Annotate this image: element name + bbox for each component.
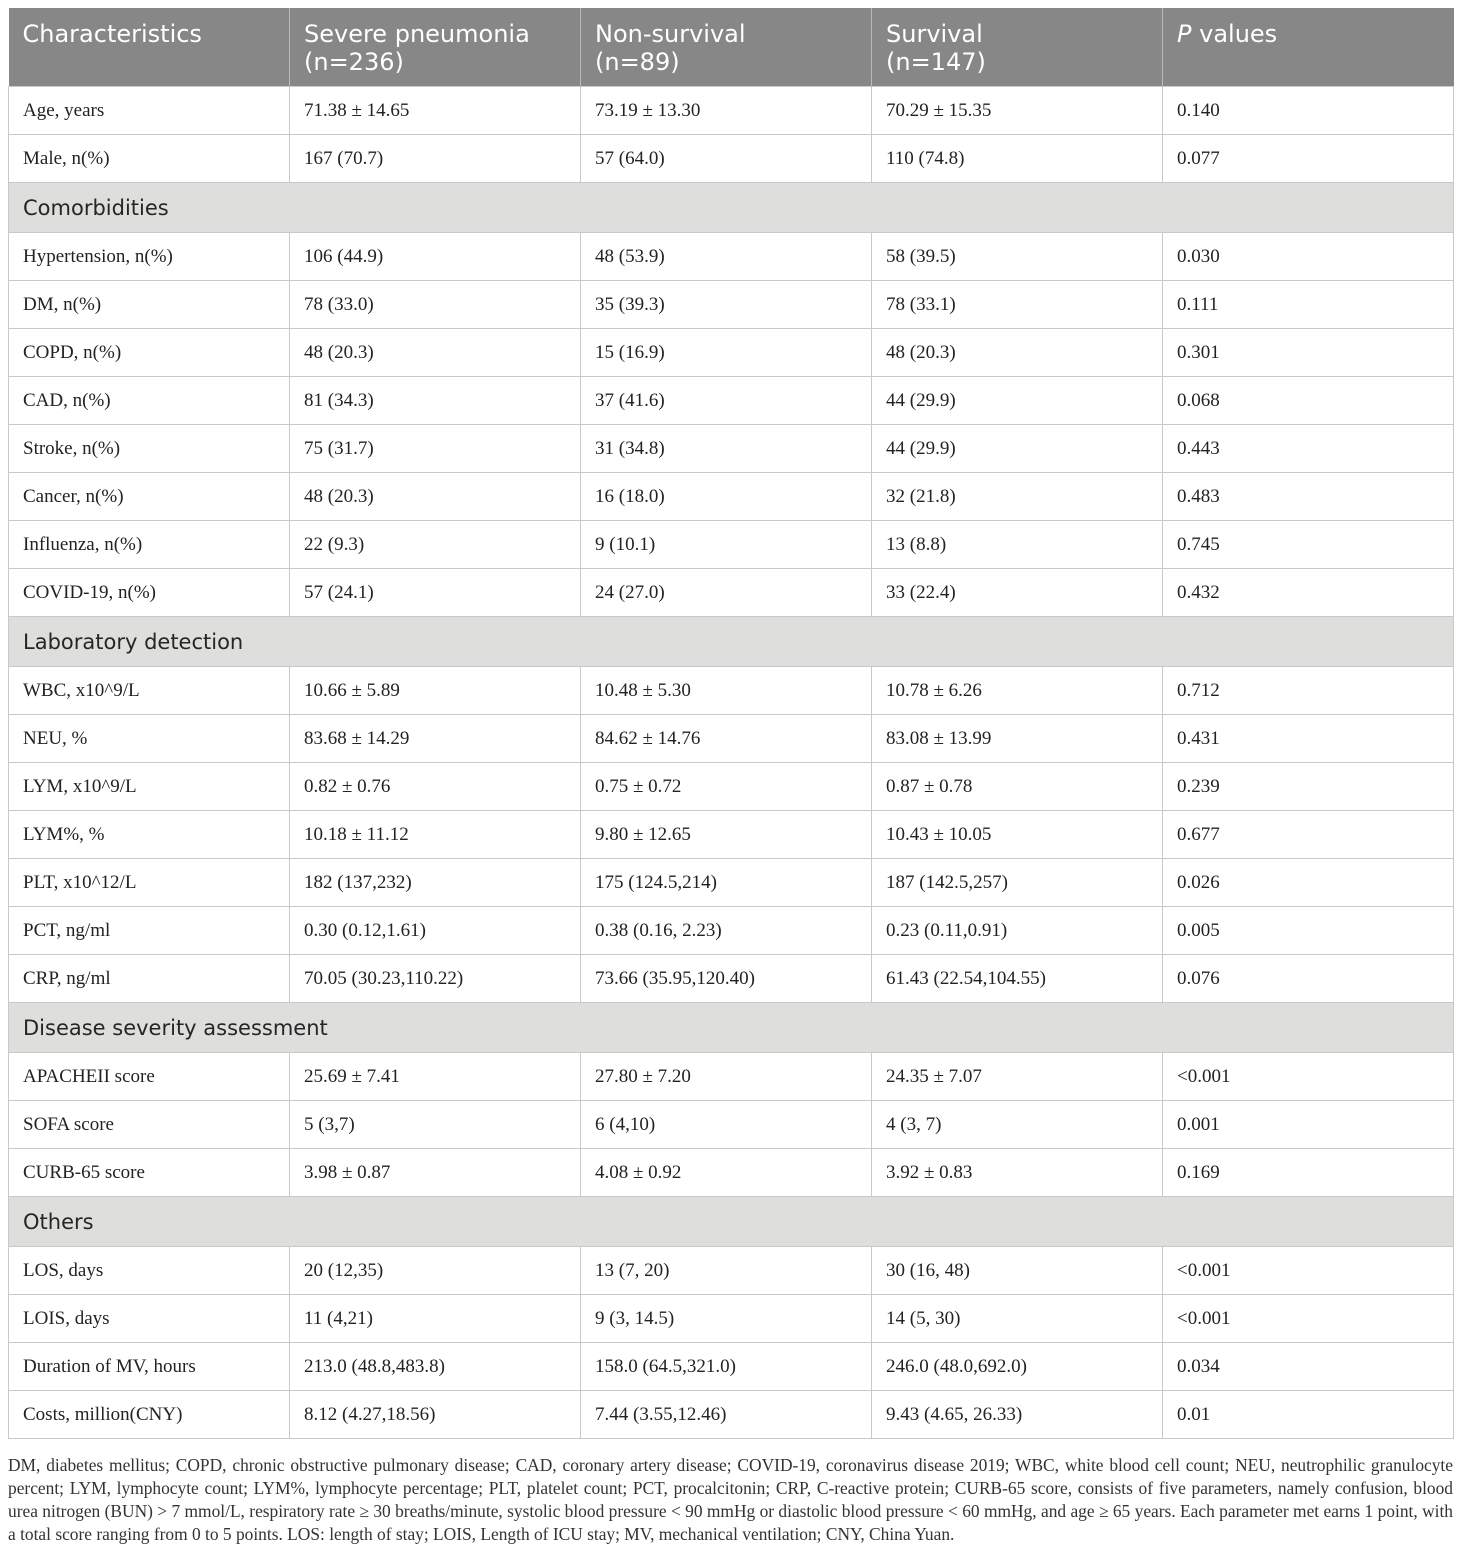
non-survival-cell: 27.80 ± 7.20 (581, 1053, 872, 1101)
survival-cell: 246.0 (48.0,692.0) (872, 1343, 1163, 1391)
survival-cell: 33 (22.4) (872, 569, 1163, 617)
characteristic-cell: Influenza, n(%) (9, 521, 290, 569)
characteristic-cell: COVID-19, n(%) (9, 569, 290, 617)
survival-cell: 10.78 ± 6.26 (872, 667, 1163, 715)
characteristic-cell: COPD, n(%) (9, 329, 290, 377)
severe-pneumonia-cell: 78 (33.0) (290, 281, 581, 329)
survival-cell: 0.23 (0.11,0.91) (872, 907, 1163, 955)
table-row (9, 955, 1454, 1003)
non-survival-cell: 175 (124.5,214) (581, 859, 872, 907)
p-value-cell: 0.068 (1163, 377, 1454, 425)
p-value-cell: 0.431 (1163, 715, 1454, 763)
severe-pneumonia-cell: 11 (4,21) (290, 1295, 581, 1343)
p-value-cell: 0.026 (1163, 859, 1454, 907)
p-value-cell: 0.140 (1163, 87, 1454, 135)
survival-cell: 83.08 ± 13.99 (872, 715, 1163, 763)
severe-pneumonia-cell: 22 (9.3) (290, 521, 581, 569)
severe-pneumonia-cell: 70.05 (30.23,110.22) (290, 955, 581, 1003)
survival-cell: 10.43 ± 10.05 (872, 811, 1163, 859)
header-severe-pneumonia (290, 8, 581, 87)
section-title: Laboratory detection (9, 617, 1454, 667)
p-value-cell: 0.712 (1163, 667, 1454, 715)
non-survival-cell: 84.62 ± 14.76 (581, 715, 872, 763)
survival-cell: 30 (16, 48) (872, 1247, 1163, 1295)
section-title: Others (9, 1197, 1454, 1247)
survival-cell: 48 (20.3) (872, 329, 1163, 377)
severe-pneumonia-cell: 71.38 ± 14.65 (290, 87, 581, 135)
p-value-cell: 0.432 (1163, 569, 1454, 617)
characteristic-cell: PLT, x10^12/L (9, 859, 290, 907)
severe-pneumonia-cell: 10.18 ± 11.12 (290, 811, 581, 859)
p-value-cell: 0.239 (1163, 763, 1454, 811)
table-row (9, 1343, 1454, 1391)
characteristic-cell: NEU, % (9, 715, 290, 763)
severe-pneumonia-cell: 213.0 (48.8,483.8) (290, 1343, 581, 1391)
table-row (9, 1149, 1454, 1197)
survival-cell: 110 (74.8) (872, 135, 1163, 183)
table-row (9, 907, 1454, 955)
severe-pneumonia-cell: 25.69 ± 7.41 (290, 1053, 581, 1101)
p-value-cell: 0.076 (1163, 955, 1454, 1003)
non-survival-cell: 16 (18.0) (581, 473, 872, 521)
non-survival-cell: 37 (41.6) (581, 377, 872, 425)
characteristic-cell: Hypertension, n(%) (9, 233, 290, 281)
characteristic-cell: CURB-65 score (9, 1149, 290, 1197)
survival-cell: 24.35 ± 7.07 (872, 1053, 1163, 1101)
section-header-row (9, 1197, 1454, 1247)
table-row (9, 1101, 1454, 1149)
characteristic-cell: LYM%, % (9, 811, 290, 859)
severe-pneumonia-cell: 81 (34.3) (290, 377, 581, 425)
table-row (9, 329, 1454, 377)
survival-cell: 78 (33.1) (872, 281, 1163, 329)
severe-pneumonia-cell: 167 (70.7) (290, 135, 581, 183)
severe-pneumonia-cell: 20 (12,35) (290, 1247, 581, 1295)
p-value-cell: <0.001 (1163, 1053, 1454, 1101)
table-row (9, 377, 1454, 425)
survival-cell: 44 (29.9) (872, 377, 1163, 425)
characteristic-cell: DM, n(%) (9, 281, 290, 329)
survival-cell: 58 (39.5) (872, 233, 1163, 281)
survival-cell: 0.87 ± 0.78 (872, 763, 1163, 811)
table-row (9, 569, 1454, 617)
table-row (9, 667, 1454, 715)
p-value-cell: 0.677 (1163, 811, 1454, 859)
section-header-row (9, 1003, 1454, 1053)
non-survival-cell: 48 (53.9) (581, 233, 872, 281)
table-row (9, 1053, 1454, 1101)
survival-cell: 9.43 (4.65, 26.33) (872, 1391, 1163, 1439)
header-p-values-label: values (1191, 20, 1278, 48)
header-severe-pneumonia-label: Severe pneumonia (304, 20, 530, 48)
severe-pneumonia-cell: 8.12 (4.27,18.56) (290, 1391, 581, 1439)
non-survival-cell: 7.44 (3.55,12.46) (581, 1391, 872, 1439)
p-value-cell: 0.745 (1163, 521, 1454, 569)
severe-pneumonia-cell: 5 (3,7) (290, 1101, 581, 1149)
table-row (9, 425, 1454, 473)
header-p-italic: P (1177, 20, 1192, 48)
severe-pneumonia-cell: 48 (20.3) (290, 473, 581, 521)
p-value-cell: <0.001 (1163, 1295, 1454, 1343)
table-row (9, 859, 1454, 907)
non-survival-cell: 57 (64.0) (581, 135, 872, 183)
non-survival-cell: 0.75 ± 0.72 (581, 763, 872, 811)
non-survival-cell: 9 (10.1) (581, 521, 872, 569)
non-survival-cell: 31 (34.8) (581, 425, 872, 473)
p-value-cell: 0.301 (1163, 329, 1454, 377)
table-row (9, 473, 1454, 521)
non-survival-cell: 35 (39.3) (581, 281, 872, 329)
non-survival-cell: 73.19 ± 13.30 (581, 87, 872, 135)
section-header-row (9, 617, 1454, 667)
p-value-cell: 0.111 (1163, 281, 1454, 329)
table-row (9, 281, 1454, 329)
p-value-cell: 0.077 (1163, 135, 1454, 183)
table-row (9, 521, 1454, 569)
characteristic-cell: Age, years (9, 87, 290, 135)
severe-pneumonia-cell: 75 (31.7) (290, 425, 581, 473)
non-survival-cell: 9.80 ± 12.65 (581, 811, 872, 859)
survival-cell: 61.43 (22.54,104.55) (872, 955, 1163, 1003)
section-header-row (9, 183, 1454, 233)
non-survival-cell: 6 (4,10) (581, 1101, 872, 1149)
characteristic-cell: SOFA score (9, 1101, 290, 1149)
table-body (9, 87, 1454, 1439)
characteristic-cell: CAD, n(%) (9, 377, 290, 425)
header-severe-pneumonia-n: (n=236) (304, 48, 404, 76)
severe-pneumonia-cell: 57 (24.1) (290, 569, 581, 617)
survival-cell: 4 (3, 7) (872, 1101, 1163, 1149)
survival-cell: 3.92 ± 0.83 (872, 1149, 1163, 1197)
section-title: Disease severity assessment (9, 1003, 1454, 1053)
survival-cell: 44 (29.9) (872, 425, 1163, 473)
non-survival-cell: 4.08 ± 0.92 (581, 1149, 872, 1197)
characteristic-cell: APACHEII score (9, 1053, 290, 1101)
survival-cell: 13 (8.8) (872, 521, 1163, 569)
severe-pneumonia-cell: 83.68 ± 14.29 (290, 715, 581, 763)
severe-pneumonia-cell: 48 (20.3) (290, 329, 581, 377)
table-row (9, 715, 1454, 763)
header-non-survival (581, 8, 872, 87)
severe-pneumonia-cell: 3.98 ± 0.87 (290, 1149, 581, 1197)
table-row (9, 1247, 1454, 1295)
characteristics-table-container (8, 8, 1453, 1439)
survival-cell: 70.29 ± 15.35 (872, 87, 1163, 135)
p-value-cell: 0.01 (1163, 1391, 1454, 1439)
header-p-values (1163, 8, 1454, 87)
table-row (9, 1391, 1454, 1439)
non-survival-cell: 24 (27.0) (581, 569, 872, 617)
table-row (9, 811, 1454, 859)
header-characteristics-label: Characteristics (22, 20, 202, 48)
characteristic-cell: Duration of MV, hours (9, 1343, 290, 1391)
p-value-cell: 0.169 (1163, 1149, 1454, 1197)
characteristics-table (8, 8, 1454, 1439)
table-row (9, 135, 1454, 183)
p-value-cell: 0.443 (1163, 425, 1454, 473)
characteristic-cell: PCT, ng/ml (9, 907, 290, 955)
table-row (9, 87, 1454, 135)
survival-cell: 32 (21.8) (872, 473, 1163, 521)
characteristic-cell: WBC, x10^9/L (9, 667, 290, 715)
table-row (9, 763, 1454, 811)
characteristic-cell: LYM, x10^9/L (9, 763, 290, 811)
severe-pneumonia-cell: 106 (44.9) (290, 233, 581, 281)
table-footnote: DM, diabetes mellitus; COPD, chronic obstructive pulmonary disease; CAD, coronary artery disease; COVID-19, coronavirus disease 2019; WBC, white blood cell count; NEU, neutrophilic granulocyte percent; LYM, lymphocyte count; LYM%, lymphocyte percentage; PLT, platelet count; PCT, procalcitonin; CRP, C-reactive protein; CURB-65 score, consists of five parameters, namely confusion, blood urea nitrogen (BUN) > 7 mmol/L, respiratory rate ≥ 30 breaths/minute, systolic blood pressure < 90 mmHg or diastolic blood pressure < 60 mmHg, and age ≥ 65 years. Each parameter met earns 1 point, with a total score ranging from 0 to 5 points. LOS: length of stay; LOIS, Length of ICU stay; MV, mechanical ventilation; CNY, China Yuan. (8, 1455, 1453, 1544)
characteristic-cell: CRP, ng/ml (9, 955, 290, 1003)
p-value-cell: 0.030 (1163, 233, 1454, 281)
section-title: Comorbidities (9, 183, 1454, 233)
p-value-cell: 0.001 (1163, 1101, 1454, 1149)
table-row (9, 233, 1454, 281)
non-survival-cell: 15 (16.9) (581, 329, 872, 377)
p-value-cell: <0.001 (1163, 1247, 1454, 1295)
characteristic-cell: LOS, days (9, 1247, 290, 1295)
p-value-cell: 0.005 (1163, 907, 1454, 955)
table-row (9, 1295, 1454, 1343)
survival-cell: 187 (142.5,257) (872, 859, 1163, 907)
severe-pneumonia-cell: 10.66 ± 5.89 (290, 667, 581, 715)
characteristic-cell: Stroke, n(%) (9, 425, 290, 473)
p-value-cell: 0.483 (1163, 473, 1454, 521)
non-survival-cell: 10.48 ± 5.30 (581, 667, 872, 715)
p-value-cell: 0.034 (1163, 1343, 1454, 1391)
header-characteristics (9, 8, 290, 87)
header-survival-label: Survival (886, 20, 983, 48)
table-header-row (9, 8, 1454, 87)
header-non-survival-label: Non-survival (595, 20, 746, 48)
severe-pneumonia-cell: 0.30 (0.12,1.61) (290, 907, 581, 955)
survival-cell: 14 (5, 30) (872, 1295, 1163, 1343)
header-survival-n: (n=147) (886, 48, 986, 76)
non-survival-cell: 158.0 (64.5,321.0) (581, 1343, 872, 1391)
non-survival-cell: 0.38 (0.16, 2.23) (581, 907, 872, 955)
characteristic-cell: Costs, million(CNY) (9, 1391, 290, 1439)
severe-pneumonia-cell: 182 (137,232) (290, 859, 581, 907)
header-survival (872, 8, 1163, 87)
characteristic-cell: LOIS, days (9, 1295, 290, 1343)
non-survival-cell: 9 (3, 14.5) (581, 1295, 872, 1343)
header-non-survival-n: (n=89) (595, 48, 680, 76)
characteristic-cell: Cancer, n(%) (9, 473, 290, 521)
non-survival-cell: 13 (7, 20) (581, 1247, 872, 1295)
non-survival-cell: 73.66 (35.95,120.40) (581, 955, 872, 1003)
characteristic-cell: Male, n(%) (9, 135, 290, 183)
severe-pneumonia-cell: 0.82 ± 0.76 (290, 763, 581, 811)
